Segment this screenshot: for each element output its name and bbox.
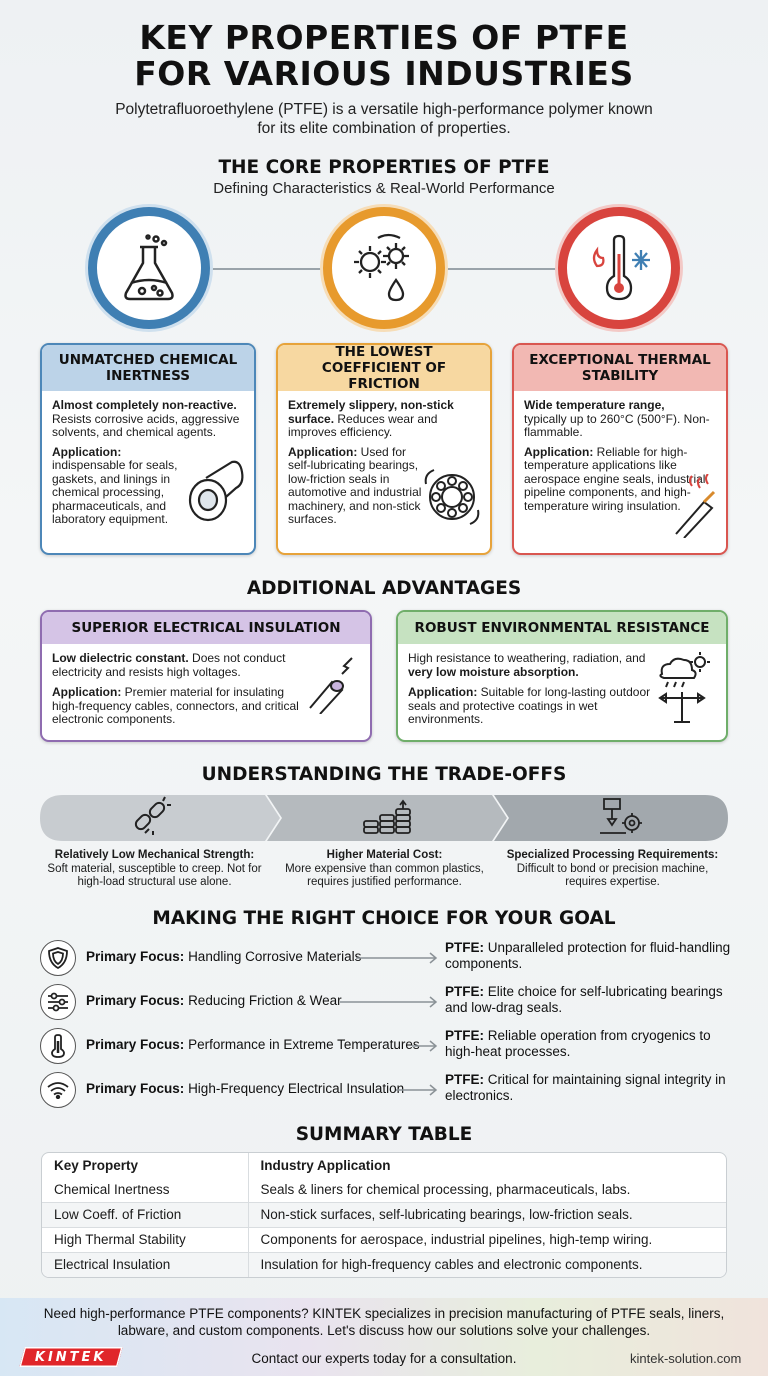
summary-heading: SUMMARY TABLE (295, 1124, 473, 1145)
card-lead: Almost completely non-reactive. (52, 398, 237, 412)
card-environmental-resistance (396, 610, 728, 742)
page-title: KEY PROPERTIES OF PTFE FOR VARIOUS INDUSTRIES (134, 18, 634, 93)
card-title: UNMATCHED CHEMICAL INERTNESS (42, 345, 254, 391)
flask-icon (88, 207, 210, 329)
table-row: Chemical Inertness Seals & liners for chemical processing, pharmaceuticals, labs. (42, 1178, 726, 1203)
goal-row: Primary Focus: Performance in Extreme Temperatures PTFE: Reliable operation from cryogenics to high-heat processes. (40, 1026, 730, 1066)
card-app-label: Application: (408, 685, 478, 699)
arrow-right-icon (412, 1034, 440, 1058)
card-app-text: Used for self-lubricating bearings, low-friction seals in automotive and industrial machinery, and non-stick surfaces. (288, 444, 422, 526)
card-lead-bold: very low moisture absorption. (408, 664, 579, 679)
page-subtitle: Polytetrafluoroethylene (PTFE) is a versatile high-performance polymer known for its elite combination of properties. (115, 101, 653, 137)
arrow-right-icon (340, 990, 440, 1014)
card-app-label: Application: (524, 444, 594, 459)
footer-text: Need high-performance PTFE components? KINTEK specializes in precision manufacturing of PTFE seals, liners, labware, and custom components. Let's discuss how our solutions solve your challenges. (43, 1306, 725, 1338)
card-title: EXCEPTIONAL THERMAL STABILITY (514, 345, 726, 391)
card-app-text: Reliable for high-temperature applications like aerospace engine seals, industrial pipeline components, and high-temperature wiring insulation. (524, 444, 706, 513)
card-title: ROBUST ENVIRONMENTAL RESISTANCE (398, 612, 726, 644)
card-chemical-inertness (40, 343, 256, 555)
card-title: SUPERIOR ELECTRICAL INSULATION (42, 612, 370, 644)
card-app-text: Suitable for long-lasting outdoor seals and protective coatings in wet environments. (408, 685, 651, 726)
card-lead: Wide temperature range, (524, 398, 665, 412)
card-title: THE LOWEST COEFFICIENT OF FRICTION (278, 345, 490, 391)
card-lead: Low dielectric constant. (52, 651, 189, 665)
table-row: High Thermal Stability Components for aerospace, industrial pipelines, high-temp wiring. (42, 1227, 726, 1252)
card-desc: typically up to 260°C (500°F). Non-flammable. (524, 411, 710, 439)
card-app-label: Application: (52, 685, 122, 699)
arrow-right-icon (356, 946, 440, 970)
wifi-icon (40, 1072, 76, 1108)
bearing-icon (422, 466, 482, 533)
contact-cta[interactable]: Contact our experts today for a consultation. (251, 1351, 517, 1366)
arrow-right-icon (396, 1078, 440, 1102)
core-subheading: Defining Characteristics & Real-World Performance (213, 180, 555, 197)
goal-row: Primary Focus: Handling Corrosive Materials PTFE: Unparalleled protection for fluid-handling components. (40, 938, 730, 978)
card-app-text: Premier material for insulating high-frequency cables, connectors, and critical electronic components. (52, 685, 299, 726)
tradeoff-cost: Higher Material Cost: More expensive than common plastics, requires justified performance. (285, 849, 484, 888)
card-thermal-stability (512, 343, 728, 555)
cable-spark-icon (306, 652, 356, 719)
thermometer-icon (558, 207, 680, 329)
card-desc: Reduces wear and improves efficiency. (288, 411, 438, 439)
tradeoff-strength: Relatively Low Mechanical Strength: Soft material, susceptible to creep. Not for high-load structural use alone. (47, 849, 262, 888)
connector-line (440, 268, 570, 270)
table-header-row (42, 1153, 726, 1178)
card-app-text: indispensable for seals, gaskets, and linings in chemical processing, pharmaceuticals, and laboratory equipment. (52, 458, 178, 526)
gears-drop-icon (323, 207, 445, 329)
connector-line (200, 268, 330, 270)
card-app-label: Application: (52, 444, 122, 459)
pipe-fitting-icon (184, 458, 246, 533)
weather-vane-icon (652, 652, 712, 729)
card-lead: High resistance to weathering, radiation, and (408, 651, 646, 665)
table-row: Low Coeff. of Friction Non-stick surfaces, self-lubricating bearings, low-friction seals. (42, 1203, 726, 1228)
card-desc: Does not conduct electricity and resists high voltages. (52, 651, 286, 679)
tradeoffs-heading: UNDERSTANDING THE TRADE-OFFS (201, 764, 567, 785)
website-link[interactable]: kintek-solution.com (630, 1351, 742, 1366)
tradeoff-processing: Specialized Processing Requirements: Difficult to bond or precision machine, requires expertise. (506, 849, 719, 888)
card-low-friction (276, 343, 492, 555)
card-app-label: Application: (288, 444, 358, 459)
thermometer-icon (40, 1028, 76, 1064)
goal-row: Primary Focus: High-Frequency Electrical Insulation PTFE: Critical for maintaining signal integrity in electronics. (40, 1070, 730, 1110)
table-row: Electrical Insulation Insulation for high-frequency cables and electronic components. (42, 1252, 726, 1277)
card-electrical-insulation (40, 610, 372, 742)
sliders-icon (40, 984, 76, 1020)
card-desc: Resists corrosive acids, aggressive solvents, and chemical agents. (52, 411, 240, 439)
goal-row: Primary Focus: Reducing Friction & Wear PTFE: Elite choice for self-lubricating bearings and low-drag seals. (40, 982, 730, 1022)
summary-table (41, 1152, 727, 1278)
table-header: Key Property (42, 1153, 248, 1178)
tradeoffs-bar (40, 795, 728, 841)
card-lead: Extremely slippery, non-stick surface. (288, 398, 454, 426)
shield-icon (40, 940, 76, 976)
advantages-heading: ADDITIONAL ADVANTAGES (246, 578, 522, 599)
wire-icon (670, 474, 718, 543)
goals-heading: MAKING THE RIGHT CHOICE FOR YOUR GOAL (152, 908, 616, 929)
kintek-logo[interactable]: KINTEK (19, 1347, 122, 1367)
core-heading: THE CORE PROPERTIES OF PTFE (218, 157, 550, 178)
table-header: Industry Application (260, 1157, 391, 1173)
